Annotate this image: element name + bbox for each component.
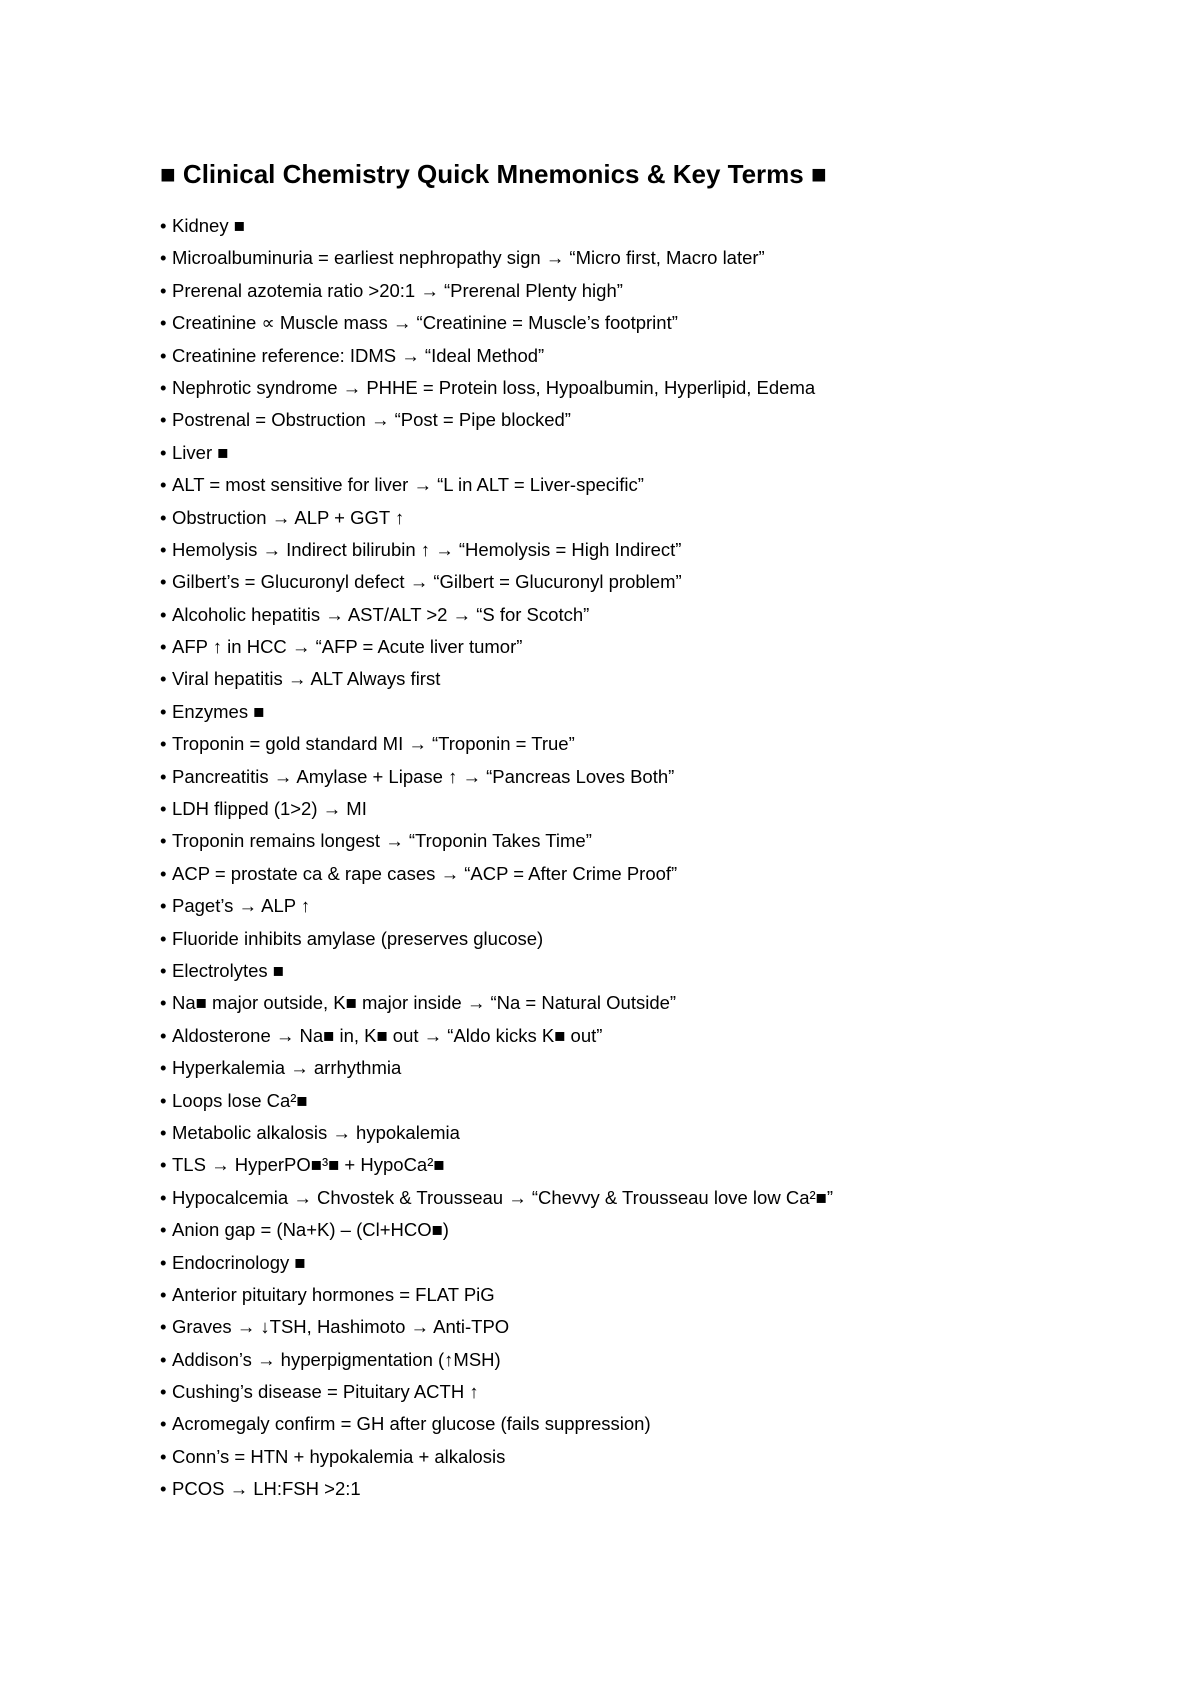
list-item bbox=[160, 923, 1120, 955]
list-item bbox=[160, 761, 1120, 793]
list-item bbox=[160, 1214, 1120, 1246]
list-item bbox=[160, 1311, 1120, 1343]
bullet-icon: • bbox=[160, 1348, 167, 1370]
list-item-text: AFP ↑ in HCC → “AFP = Acute liver tumor” bbox=[172, 636, 523, 658]
bullet-icon: • bbox=[160, 895, 167, 917]
list-item-text: Anion gap = (Na+K) – (Cl+HCO■) bbox=[172, 1219, 449, 1241]
bullet-icon: • bbox=[160, 1283, 167, 1305]
list-item bbox=[160, 372, 1120, 404]
bullet-icon: • bbox=[160, 344, 167, 366]
bullet-icon: • bbox=[160, 1381, 167, 1403]
list-item-text: Kidney ■ bbox=[172, 215, 245, 236]
bullet-icon: • bbox=[160, 1089, 167, 1111]
list-item-text: Conn’s = HTN + hypokalemia + alkalosis bbox=[172, 1445, 506, 1467]
list-item-text: Hyperkalemia → arrhythmia bbox=[172, 1057, 402, 1079]
bullet-icon: • bbox=[160, 1413, 167, 1435]
bullet-icon: • bbox=[160, 1057, 167, 1079]
list-item bbox=[160, 890, 1120, 922]
bullet-icon: • bbox=[160, 441, 167, 463]
list-item-text: Hypocalcemia → Chvostek & Trousseau → “Chevvy & Trousseau love low Ca²■” bbox=[172, 1186, 833, 1208]
list-item bbox=[160, 1149, 1120, 1181]
list-item bbox=[160, 987, 1120, 1019]
list-item-text: Troponin = gold standard MI → “Troponin = True” bbox=[172, 733, 575, 755]
list-item bbox=[160, 566, 1120, 598]
bullet-icon: • bbox=[160, 376, 167, 398]
list-item bbox=[160, 1085, 1120, 1117]
list-item-text: Endocrinology ■ bbox=[172, 1251, 306, 1273]
list-item-text: Fluoride inhibits amylase (preserves glucose) bbox=[172, 927, 544, 949]
list-item bbox=[160, 1279, 1120, 1311]
list-item-text: Anterior pituitary hormones = FLAT PiG bbox=[172, 1283, 495, 1305]
bullet-icon: • bbox=[160, 571, 167, 593]
bullet-icon: • bbox=[160, 862, 167, 884]
bullet-icon: • bbox=[160, 636, 167, 658]
list-item bbox=[160, 858, 1120, 890]
list-item bbox=[160, 437, 1120, 469]
list-item-text: Liver ■ bbox=[172, 441, 229, 463]
list-item-text: Addison’s → hyperpigmentation (↑MSH) bbox=[172, 1348, 501, 1370]
bullet-icon: • bbox=[160, 668, 167, 690]
bullet-icon: • bbox=[160, 765, 167, 787]
bullet-icon: • bbox=[160, 830, 167, 852]
list-item-text: Acromegaly confirm = GH after glucose (fails suppression) bbox=[172, 1413, 651, 1435]
list-item-text: Paget’s → ALP ↑ bbox=[172, 895, 311, 917]
list-item-text: Creatinine reference: IDMS → “Ideal Method” bbox=[172, 344, 545, 366]
bullet-icon: • bbox=[160, 1316, 167, 1338]
bullet-icon: • bbox=[160, 927, 167, 949]
bullet-icon: • bbox=[160, 538, 167, 560]
bullet-icon: • bbox=[160, 700, 167, 722]
page-title: ■ Clinical Chemistry Quick Mnemonics & Key Terms ■ bbox=[160, 159, 827, 189]
list-item bbox=[160, 1052, 1120, 1084]
bullet-icon: • bbox=[160, 312, 167, 334]
list-item-text: TLS → HyperPO■³■ + HypoCa²■ bbox=[172, 1154, 445, 1176]
bullet-icon: • bbox=[160, 1186, 167, 1208]
list-item bbox=[160, 307, 1120, 339]
bullet-icon: • bbox=[160, 1445, 167, 1467]
list-item bbox=[160, 955, 1120, 987]
list-item bbox=[160, 340, 1120, 372]
list-item-text: Nephrotic syndrome → PHHE = Protein loss, Hypoalbumin, Hyperlipid, Edema bbox=[172, 376, 816, 398]
mnemonic-list bbox=[160, 210, 1120, 1506]
list-item bbox=[160, 242, 1120, 274]
list-item bbox=[160, 1344, 1120, 1376]
list-item-text: Gilbert’s = Glucuronyl defect → “Gilbert = Glucuronyl problem” bbox=[172, 571, 682, 593]
list-item bbox=[160, 502, 1120, 534]
bullet-icon: • bbox=[160, 733, 167, 755]
list-item-text: LDH flipped (1>2) → MI bbox=[172, 798, 367, 820]
list-item bbox=[160, 631, 1120, 663]
bullet-icon: • bbox=[160, 474, 167, 496]
list-item bbox=[160, 1408, 1120, 1440]
list-item-text: Enzymes ■ bbox=[172, 700, 265, 722]
list-item-text: Troponin remains longest → “Troponin Takes Time” bbox=[172, 830, 592, 852]
list-item bbox=[160, 404, 1120, 436]
list-item bbox=[160, 599, 1120, 631]
list-item bbox=[160, 696, 1120, 728]
list-item bbox=[160, 1247, 1120, 1279]
list-item bbox=[160, 1117, 1120, 1149]
bullet-icon: • bbox=[160, 1121, 167, 1143]
bullet-icon: • bbox=[160, 506, 167, 528]
list-item-text: Pancreatitis → Amylase + Lipase ↑ → “Pancreas Loves Both” bbox=[172, 765, 675, 787]
list-item bbox=[160, 728, 1120, 760]
list-item-text: Metabolic alkalosis → hypokalemia bbox=[172, 1121, 460, 1143]
bullet-icon: • bbox=[160, 409, 167, 431]
bullet-icon: • bbox=[160, 1024, 167, 1046]
list-item bbox=[160, 275, 1120, 307]
list-item bbox=[160, 469, 1120, 501]
list-item-text: Loops lose Ca²■ bbox=[172, 1089, 308, 1111]
list-item-text: Electrolytes ■ bbox=[172, 959, 284, 981]
list-item bbox=[160, 825, 1120, 857]
list-item bbox=[160, 1441, 1120, 1473]
list-item bbox=[160, 210, 1120, 242]
list-item-text: Prerenal azotemia ratio >20:1 → “Prerenal Plenty high” bbox=[172, 279, 623, 301]
bullet-icon: • bbox=[160, 215, 167, 236]
list-item bbox=[160, 1376, 1120, 1408]
list-item bbox=[160, 663, 1120, 695]
list-item-text: Postrenal = Obstruction → “Post = Pipe blocked” bbox=[172, 409, 571, 431]
document-page bbox=[160, 156, 1120, 1506]
list-item-text: Cushing’s disease = Pituitary ACTH ↑ bbox=[172, 1381, 479, 1403]
list-item-text: Microalbuminuria = earliest nephropathy sign → “Micro first, Macro later” bbox=[172, 247, 765, 269]
list-item-text: PCOS → LH:FSH >2:1 bbox=[172, 1478, 361, 1500]
bullet-icon: • bbox=[160, 1154, 167, 1176]
bullet-icon: • bbox=[160, 959, 167, 981]
list-item-text: ACP = prostate ca & rape cases → “ACP = After Crime Proof” bbox=[172, 862, 678, 884]
list-item-text: ALT = most sensitive for liver → “L in ALT = Liver-specific” bbox=[172, 474, 644, 496]
list-item bbox=[160, 534, 1120, 566]
list-item-text: Graves → ↓TSH, Hashimoto → Anti-TPO bbox=[172, 1316, 510, 1338]
bullet-icon: • bbox=[160, 247, 167, 269]
list-item bbox=[160, 1020, 1120, 1052]
list-item bbox=[160, 1182, 1120, 1214]
list-item-text: Na■ major outside, K■ major inside → “Na = Natural Outside” bbox=[172, 992, 677, 1014]
list-item bbox=[160, 793, 1120, 825]
bullet-icon: • bbox=[160, 1219, 167, 1241]
list-item-text: Viral hepatitis → ALT Always first bbox=[172, 668, 441, 690]
bullet-icon: • bbox=[160, 992, 167, 1014]
bullet-icon: • bbox=[160, 798, 167, 820]
list-item-text: Creatinine ∝ Muscle mass → “Creatinine = Muscle’s footprint” bbox=[172, 312, 678, 334]
list-item-text: Alcoholic hepatitis → AST/ALT >2 → “S for Scotch” bbox=[172, 603, 590, 625]
list-item-text: Obstruction → ALP + GGT ↑ bbox=[172, 506, 405, 528]
bullet-icon: • bbox=[160, 279, 167, 301]
list-item bbox=[160, 1473, 1120, 1505]
list-item-text: Hemolysis → Indirect bilirubin ↑ → “Hemolysis = High Indirect” bbox=[172, 538, 682, 560]
bullet-icon: • bbox=[160, 1478, 167, 1500]
bullet-icon: • bbox=[160, 603, 167, 625]
bullet-icon: • bbox=[160, 1251, 167, 1273]
list-item-text: Aldosterone → Na■ in, K■ out → “Aldo kicks K■ out” bbox=[172, 1024, 603, 1046]
